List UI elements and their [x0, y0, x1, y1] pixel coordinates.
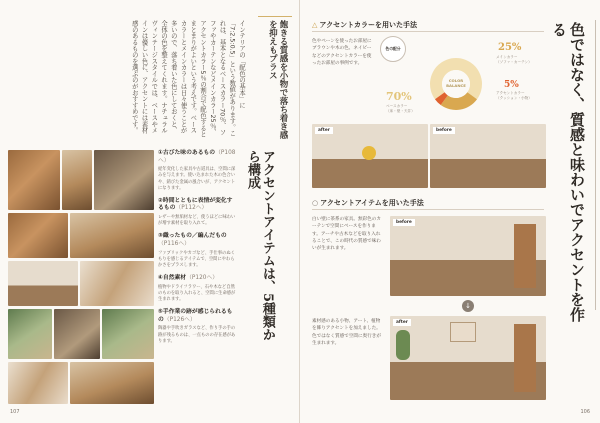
photo-vintage-chair — [94, 150, 154, 210]
accent-item-2 — [158, 198, 238, 228]
lead-underline — [258, 16, 292, 17]
color-ratio-badge: 色の配分 — [380, 36, 406, 62]
sub-label-accent: アクセントカラー （クッション・小物） — [496, 91, 532, 100]
accent-item-1 — [158, 150, 238, 192]
photo-stone-wood — [54, 309, 100, 359]
item-title: ③織ったもの／編んだもの — [158, 233, 227, 240]
item-title: ④自然素材 — [158, 275, 187, 282]
pct-label-base: 70% — [386, 90, 412, 103]
heading-rule — [312, 31, 544, 32]
heading-rule — [312, 209, 544, 210]
accent-item-5 — [158, 309, 238, 345]
lead-text-block — [8, 12, 292, 140]
lead-body: インテリアの「配色の基本」に「7:2.5:0.5」という数値があります。これは、基本となるベースカラー70％、ソファやカーテンなどメインカラー25％、アクセントカラー5％の割合で配色するとまとまりがよいという考えです。ベースカラーとメインカラーは日々使うことが多いので、落ち着いた色にしておくと、全体の色を整えてくれます。ナチュラルヴィンテージスタイルでは、ベースやメインは優しい色に、アクセントには素材感のあるものを選ぶのがおすすめです。 — [130, 20, 245, 138]
accent-item-4 — [158, 275, 238, 303]
photo-woven-basket — [80, 261, 154, 306]
yellow-chair-shape — [362, 146, 376, 160]
bookshelf-shape — [514, 224, 536, 288]
accent-item-3 — [158, 233, 238, 269]
item-page-ref: （P126へ） — [163, 316, 196, 323]
after-label: after — [315, 127, 333, 134]
photo-accent-color-after — [312, 124, 428, 188]
accent-item-heading — [312, 198, 424, 208]
heading-text: アクセントカラーを用いた手法 — [319, 21, 417, 29]
item-page-ref: （P112へ） — [175, 205, 208, 212]
item-page-ref: （P108へ） — [158, 150, 236, 164]
item-page-ref: （P120へ） — [186, 275, 219, 282]
page-number: 106 — [580, 409, 590, 415]
photo-vintage-shelf — [8, 150, 60, 210]
after-label: after — [393, 319, 411, 326]
lead-title: 飽きる質感を小物で落ち着き感を抑えもプラス — [267, 20, 288, 139]
main-title: 色ではなく、質感と味わいでアクセントを作る — [550, 22, 586, 322]
item-title: ①古びた味のあるもの — [158, 150, 216, 156]
item-body: 経年変化した家具や古道具は、空間に深みを与えます。使い込まれた木の色合いや、錆びた金属の風合いが、アクセントになります。 — [158, 167, 236, 191]
sub-label-base: ベースカラー （床・壁・天井） — [386, 104, 415, 113]
pct-label-accent: 5% — [504, 80, 519, 90]
photo-plant — [8, 309, 52, 359]
photo-woven-cushions — [8, 261, 78, 306]
photo-dried-flowers — [102, 309, 154, 359]
item-body: ファブリックやカゴなど、手仕事のぬくもりを感じるアイテムで、空間にやわらかさをプラスします。 — [158, 250, 235, 268]
item-body: 陶器や手吹きガラスなど、作り手の手の跡が残るものは、一点ものの存在感があります。 — [158, 326, 236, 344]
item-title: ⑤手作業の跡が感じられるもの — [158, 309, 233, 323]
accent-color-heading — [312, 20, 417, 30]
wall-art-shape — [450, 322, 476, 342]
photo-pottery — [8, 362, 68, 404]
heading-text: アクセントアイテムを用いた手法 — [320, 199, 424, 207]
color-balance-chart — [424, 52, 488, 116]
photo-leather-bag — [8, 213, 68, 258]
title-divider — [595, 20, 596, 310]
photo-wood-table — [70, 213, 154, 258]
arrow-down-icon: ↓ — [462, 300, 474, 312]
photo-accent-item-after — [390, 316, 546, 400]
item-body: 植物やドライフラワー、石や木など自然のものを取り入れると、空間に生命感が生まれます。 — [158, 284, 236, 303]
photo-vintage-lamp — [62, 150, 92, 210]
item-title: ②時間とともに表情が変化するもの — [158, 197, 233, 212]
bookshelf-shape — [514, 324, 536, 392]
before-label: before — [433, 127, 455, 134]
plant-shape — [396, 330, 410, 360]
photo-handmade-room — [70, 362, 154, 404]
pct-label-main: 25% — [498, 42, 522, 53]
sub-label-main: メインカラー （ソファ・カーテン） — [496, 55, 532, 64]
triangle-icon: △ — [312, 21, 318, 29]
page-number: 107 — [10, 409, 20, 415]
right-page — [300, 0, 600, 423]
before-label: before — [393, 219, 415, 226]
accent-color-body: 色やペーンを使ったお部屋にブラウンや木の色、ネイビーなどのアクセントカラーを使ったお部屋の事例です。 — [312, 39, 372, 67]
accent-item-list — [158, 150, 238, 351]
section-title: アクセントアイテムは、5種類から構成 — [244, 150, 275, 342]
accent-item-body-bottom: 素材感のある小物、アート、植物を飾りアクセントを加えました。色ではなく質感で空間に奥行きが生まれます。 — [312, 319, 381, 347]
chart-center-label: COLOR BALANCE — [442, 70, 470, 98]
item-page-ref: （P116へ） — [158, 240, 190, 247]
accent-item-body-top: 白い壁に茶系の家具。無彩色のカーテンで空間にベースを作ります。アーチや古木などを取り入れることで、この時代の質感で味わいが生まれます。 — [312, 217, 381, 252]
item-body: レザーや無垢材など、使うほどに味わいが増す素材を取り入れて。 — [158, 215, 236, 227]
photo-accent-item-before — [390, 216, 546, 296]
photo-accent-color-before — [430, 124, 546, 188]
circle-icon: ○ — [312, 199, 319, 207]
